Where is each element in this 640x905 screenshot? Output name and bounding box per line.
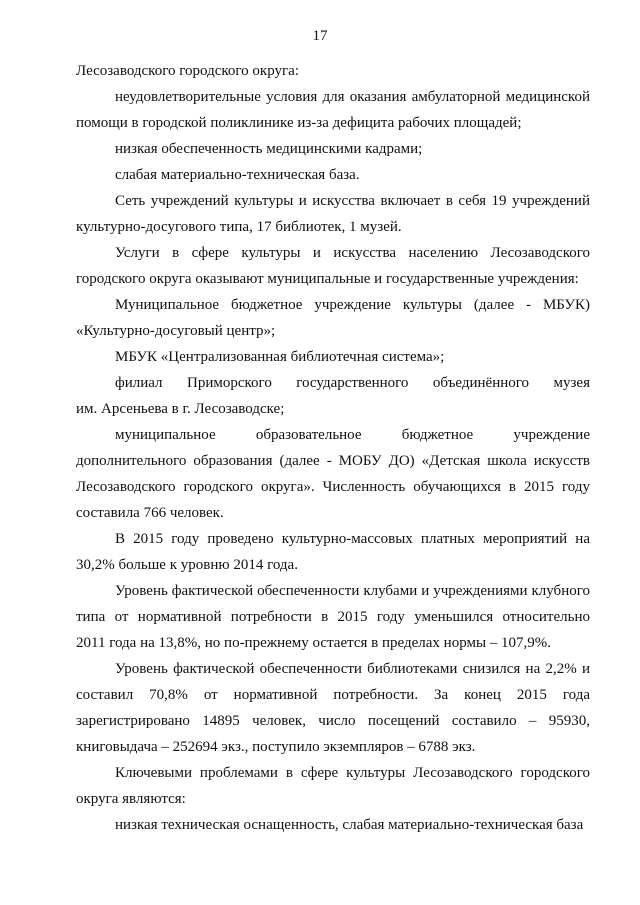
paragraph-p3 — [76, 162, 590, 188]
paragraph-p1 — [76, 84, 590, 136]
paragraph-p14 — [76, 812, 590, 838]
text-line: округа являются: — [76, 791, 186, 807]
text-line: Уровень фактической обеспеченности библиотеками снизился на 2,2% и — [115, 661, 590, 677]
text-line: городского округа оказывают муниципальные и государственные учреждения: — [76, 271, 579, 287]
paragraph-p12 — [76, 656, 590, 760]
paragraph-p13 — [76, 760, 590, 812]
text-line: Ключевыми проблемами в сфере культуры Лесозаводского городского — [115, 765, 590, 781]
text-line: Услуги в сфере культуры и искусства населению Лесозаводского — [115, 245, 590, 261]
text-line: им. Арсеньева в г. Лесозаводске; — [76, 401, 285, 417]
paragraph-p7 — [76, 344, 590, 370]
text-line: Сеть учреждений культуры и искусства включает в себя 19 учреждений — [115, 193, 590, 209]
text-line: типа от нормативной потребности в 2015 году уменьшился относительно — [76, 609, 590, 625]
text-line: 30,2% больше к уровню 2014 года. — [76, 557, 298, 573]
paragraph-p2 — [76, 136, 590, 162]
paragraph-p0 — [76, 58, 590, 84]
text-line: МБУК «Централизованная библиотечная система»; — [115, 349, 445, 365]
text-line: неудовлетворительные условия для оказания амбулаторной медицинской — [115, 89, 590, 105]
paragraph-p5 — [76, 240, 590, 292]
text-line: Лесозаводского городского округа». Численность обучающихся в 2015 году — [76, 479, 590, 495]
page-number: 17 — [312, 28, 328, 44]
text-line: помощи в городской поликлинике из-за дефицита рабочих площадей; — [76, 115, 522, 131]
paragraph-p6 — [76, 292, 590, 344]
text-line: культурно-досугового типа, 17 библиотек, 1 музей. — [76, 219, 402, 235]
paragraph-p9 — [76, 422, 590, 526]
text-line: Муниципальное бюджетное учреждение культуры (далее - МБУК) — [115, 297, 590, 313]
text-line: филиал Приморского государственного объединённого музея — [115, 375, 590, 391]
text-line: Уровень фактической обеспеченности клубами и учреждениями клубного — [115, 583, 590, 599]
text-line: составил 70,8% от нормативной потребности. За конец 2015 года — [76, 687, 590, 703]
text-line: муниципальное образовательное бюджетное учреждение — [115, 427, 590, 443]
text-line: низкая обеспеченность медицинскими кадрами; — [115, 141, 423, 157]
paragraph-p10 — [76, 526, 590, 578]
text-line: книговыдача – 252694 экз., поступило экземпляров – 6788 экз. — [76, 739, 476, 755]
text-line: «Культурно-досуговый центр»; — [76, 323, 276, 339]
paragraph-p11 — [76, 578, 590, 656]
paragraph-p8 — [76, 370, 590, 422]
text-line: зарегистрировано 14895 человек, число посещений составило – 95930, — [76, 713, 590, 729]
text-line: низкая техническая оснащенность, слабая материально-техническая база — [115, 817, 584, 833]
paragraph-p4 — [76, 188, 590, 240]
text-line: Лесозаводского городского округа: — [76, 63, 299, 79]
text-line: слабая материально-техническая база. — [115, 167, 360, 183]
text-line: В 2015 году проведено культурно-массовых платных мероприятий на — [115, 531, 590, 547]
text-line: 2011 года на 13,8%, но по-прежнему остается в пределах нормы – 107,9%. — [76, 635, 552, 651]
body-text — [76, 58, 590, 838]
text-line: составила 766 человек. — [76, 505, 224, 521]
text-line: дополнительного образования (далее - МОБУ ДО) «Детская школа искусств — [76, 453, 590, 469]
